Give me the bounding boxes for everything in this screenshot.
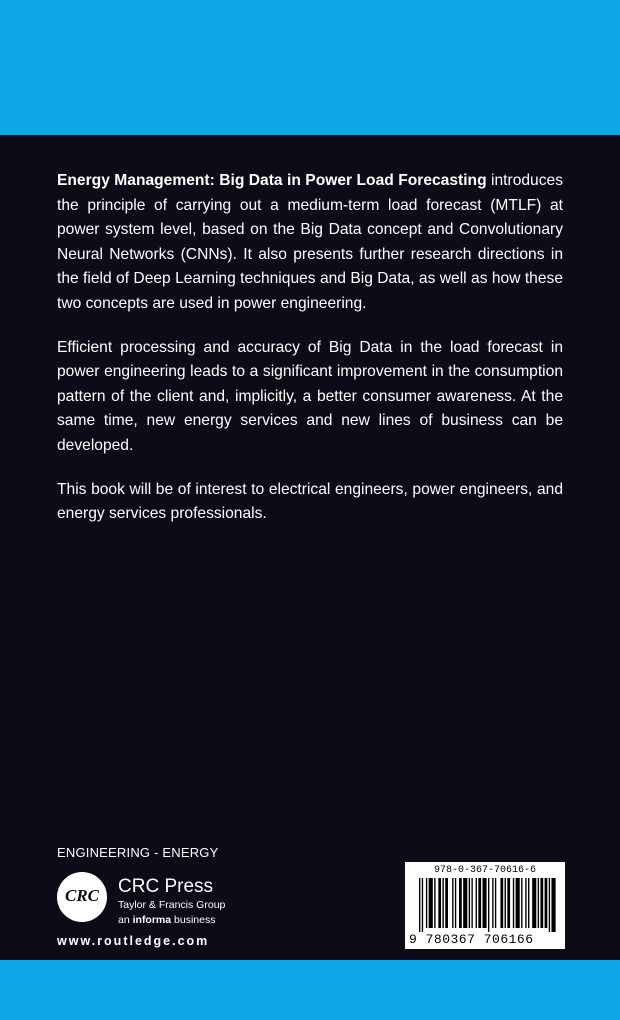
- blurb-paragraph-1: [57, 169, 563, 317]
- crc-logo-text: CRC: [64, 886, 100, 905]
- barcode-bar: [545, 878, 548, 928]
- barcode-bar: [426, 878, 427, 928]
- barcode-bar: [419, 878, 420, 932]
- subject-category: ENGINEERING - ENERGY: [57, 845, 219, 860]
- isbn-text-bottom: 9 780367 706166: [409, 932, 534, 947]
- barcode-bar: [540, 878, 543, 928]
- barcode-bars: [419, 878, 557, 932]
- isbn-text-top: 978-0-367-70616-6: [433, 865, 537, 876]
- publisher-business-line: [118, 914, 216, 926]
- barcode-bar: [442, 878, 443, 928]
- publisher-url: www.routledge.com: [57, 934, 210, 948]
- barcode-bar: [434, 878, 435, 928]
- business-suffix: business: [174, 914, 216, 926]
- barcode-bar: [505, 878, 506, 928]
- business-brand: informa: [132, 914, 172, 926]
- barcode-bar: [445, 878, 448, 928]
- barcode-bar: [463, 878, 467, 928]
- book-title: Energy Management: Big Data in Power Load Forecasting: [57, 172, 487, 189]
- barcode-bar: [528, 878, 529, 928]
- barcode-bar: [429, 878, 433, 928]
- barcode-bar: [538, 878, 539, 928]
- barcode-bar: [507, 878, 510, 928]
- barcode-bar: [471, 878, 472, 928]
- barcode-bar: [549, 878, 550, 932]
- blurb: [57, 169, 563, 546]
- crc-logo: [57, 872, 107, 922]
- barcode-bar: [500, 878, 503, 928]
- barcode-bar: [482, 878, 486, 928]
- isbn-barcode: [405, 862, 565, 949]
- barcode-bar: [469, 878, 470, 928]
- bottom-color-band: [0, 960, 620, 1020]
- barcode-bar: [459, 878, 462, 928]
- barcode-bar: [516, 878, 520, 928]
- barcode-bar: [492, 878, 493, 928]
- blurb-paragraph-2: Efficient processing and accuracy of Big Data in the load forecast in power engineering leads to a significant improvement in the consumption pattern of the client and, implicitly, a better consumer awareness. At the same time, new energy services and new lines of business can be developed.: [57, 338, 563, 454]
- business-prefix: an: [118, 914, 130, 926]
- barcode-bar: [478, 878, 481, 928]
- barcode-bar: [532, 878, 536, 928]
- blurb-paragraph-3: This book will be of interest to electrical engineers, power engineers, and energy services professionals.: [57, 480, 563, 523]
- barcode-bar: [488, 878, 489, 932]
- blurb-paragraph-1-text: introduces the principle of carrying out a medium-term load forecast (MTLF) at power system level, based on the Big Data concept and Convolutionary Neural Networks (CNNs). It also presents further research directions in the field of Deep Learning techniques and Big Data, as well as how these two concepts are used in power engineering.: [57, 172, 563, 312]
- barcode-bar: [495, 878, 496, 928]
- barcode-bar: [476, 878, 477, 928]
- barcode-bar: [422, 878, 423, 932]
- barcode-bar: [525, 878, 526, 928]
- barcode-bar: [551, 878, 555, 932]
- publisher-group: Taylor & Francis Group: [118, 899, 226, 911]
- barcode-bar: [521, 878, 522, 928]
- publisher-name: CRC Press: [118, 876, 214, 897]
- top-color-band: [0, 0, 620, 135]
- barcode-bar: [452, 878, 453, 928]
- barcode-bar: [455, 878, 456, 928]
- barcode-bar: [513, 878, 514, 928]
- barcode-bar: [438, 878, 441, 928]
